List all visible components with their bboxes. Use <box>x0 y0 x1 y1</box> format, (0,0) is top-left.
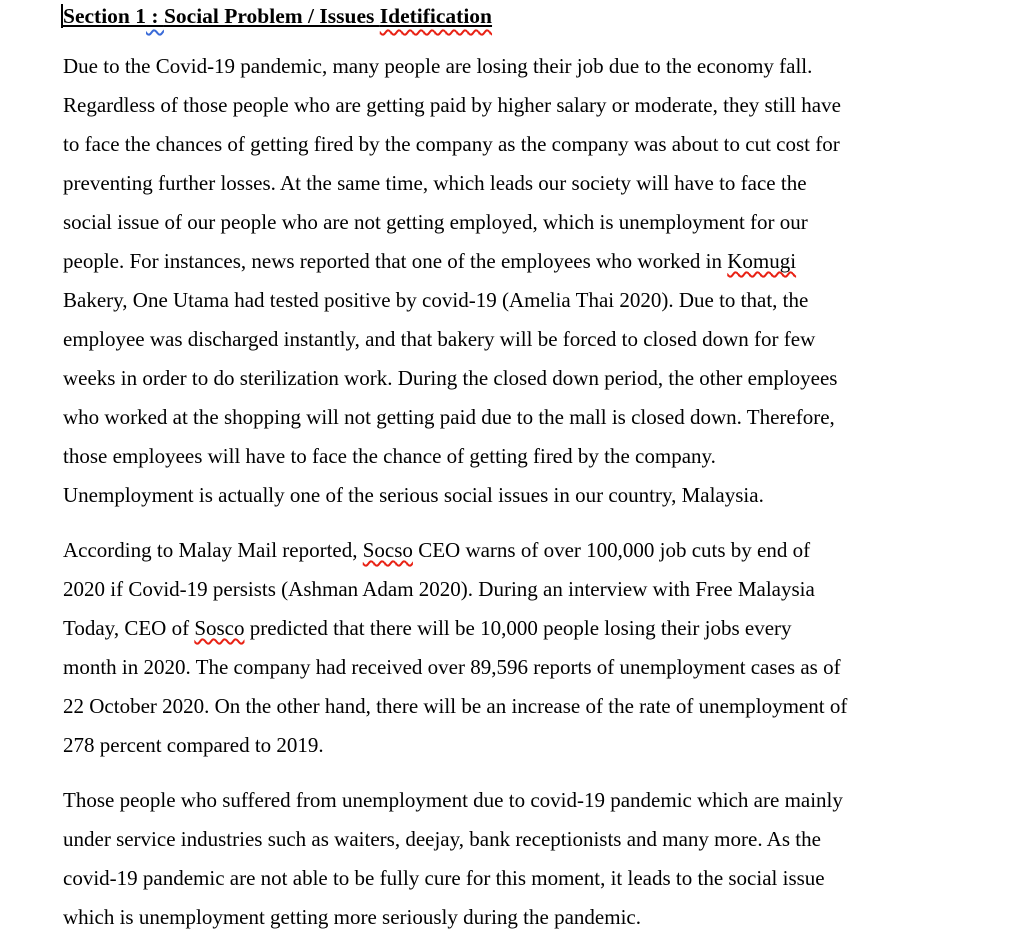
text-line[interactable] <box>63 476 984 515</box>
text-line[interactable] <box>63 203 984 242</box>
text-run: Unemployment is actually one of the serious social issues in our country, Malaysia. <box>63 483 764 507</box>
text-line[interactable] <box>63 820 984 859</box>
paragraph-2[interactable] <box>63 531 984 765</box>
text-line[interactable] <box>63 609 984 648</box>
text-run: to face the chances of getting fired by the company as the company was about to cut cost for <box>63 132 840 156</box>
text-line[interactable] <box>63 781 984 820</box>
section-heading-text <box>63 4 492 28</box>
text-run: under service industries such as waiters, deejay, bank receptionists and many more. As the <box>63 827 821 851</box>
text-line[interactable] <box>63 281 984 320</box>
text-line[interactable] <box>63 570 984 609</box>
text-line[interactable] <box>63 125 984 164</box>
text-run: CEO warns of over 100,000 job cuts by end of <box>412 538 811 562</box>
text-cursor <box>61 4 63 28</box>
misspelled-word[interactable]: Idetification <box>379 4 493 28</box>
text-line[interactable] <box>63 47 984 86</box>
text-line[interactable] <box>63 398 984 437</box>
text-line[interactable] <box>63 531 984 570</box>
text-run: social issue of our people who are not getting employed, which is unemployment for our <box>63 210 808 234</box>
paragraph-3[interactable] <box>63 781 984 937</box>
text-line[interactable] <box>63 242 984 281</box>
text-run: 22 October 2020. On the other hand, there will be an increase of the rate of unemployment of <box>63 694 848 718</box>
text-run: preventing further losses. At the same time, which leads our society will have to face the <box>63 171 807 195</box>
misspelled-word[interactable]: Socso <box>362 538 413 562</box>
text-run: Section 1 <box>63 4 147 28</box>
text-line[interactable] <box>63 687 984 726</box>
text-line[interactable] <box>63 437 984 476</box>
text-run: which is unemployment getting more seriously during the pandemic. <box>63 905 641 929</box>
text-run: Regardless of those people who are getting paid by higher salary or moderate, they still have <box>63 93 841 117</box>
text-line[interactable] <box>63 859 984 898</box>
text-run: Social Problem / Issues <box>163 4 380 28</box>
text-line[interactable] <box>63 898 984 937</box>
text-run: who worked at the shopping will not getting paid due to the mall is closed down. Therefore, <box>63 405 835 429</box>
text-run: employee was discharged instantly, and that bakery will be forced to closed down for few <box>63 327 816 351</box>
text-run: 2020 if Covid-19 persists (Ashman Adam 2020). During an interview with Free Malaysia <box>63 577 815 601</box>
text-line[interactable] <box>63 320 984 359</box>
grammar-flagged-text[interactable]: : <box>146 4 164 28</box>
text-run: 278 percent compared to 2019. <box>63 733 324 757</box>
text-line[interactable] <box>63 726 984 765</box>
misspelled-word[interactable]: Komugi <box>727 249 797 273</box>
text-line[interactable] <box>63 164 984 203</box>
section-heading[interactable] <box>63 3 984 29</box>
text-line[interactable] <box>63 648 984 687</box>
text-line[interactable] <box>63 86 984 125</box>
text-run: covid-19 pandemic are not able to be fully cure for this moment, it leads to the social issue <box>63 866 825 890</box>
text-run: people. For instances, news reported that one of the employees who worked in <box>63 249 728 273</box>
text-run: weeks in order to do sterilization work. During the closed down period, the other employees <box>63 366 838 390</box>
misspelled-word[interactable]: Sosco <box>194 616 245 640</box>
text-line[interactable] <box>63 359 984 398</box>
text-run: predicted that there will be 10,000 people losing their jobs every <box>244 616 792 640</box>
text-run: month in 2020. The company had received over 89,596 reports of unemployment cases as of <box>63 655 841 679</box>
text-run: Due to the Covid-19 pandemic, many people are losing their job due to the economy fall. <box>63 54 813 78</box>
paragraph-1[interactable] <box>63 47 984 515</box>
text-run: Those people who suffered from unemployment due to covid-19 pandemic which are mainly <box>63 788 843 812</box>
text-run: Bakery, One Utama had tested positive by covid-19 (Amelia Thai 2020). Due to that, the <box>63 288 809 312</box>
text-run: those employees will have to face the chance of getting fired by the company. <box>63 444 716 468</box>
text-run: According to Malay Mail reported, <box>63 538 363 562</box>
text-run: Today, CEO of <box>63 616 195 640</box>
